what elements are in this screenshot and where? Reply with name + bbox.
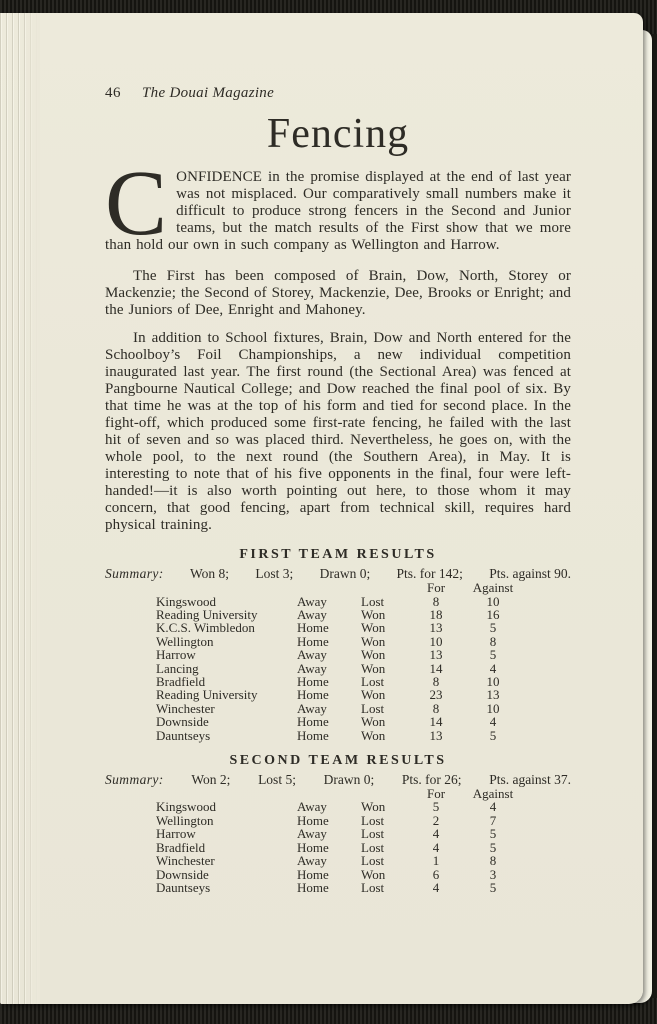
table-header-cell <box>297 787 361 800</box>
table-cell: Lancing <box>156 660 199 676</box>
table-row <box>156 662 525 675</box>
table-header-cell <box>156 787 297 800</box>
table-cell: 16 <box>486 607 500 622</box>
table-cell: 8 <box>489 633 497 649</box>
table-cell: 4 <box>432 826 440 842</box>
table-cell: Won <box>361 647 386 663</box>
paragraph-2: The First has been composed of Brain, Dow, North, Storey or Mackenzie; the Second of Storey, Mackenzie, Dee, Brooks or Enright; and the Juniors of Dee, Enright and Mahoney. <box>105 268 571 319</box>
table-cell: Wellington <box>156 812 214 828</box>
table-row <box>156 881 525 894</box>
table-cell: 10 <box>486 593 500 609</box>
table-cell: 4 <box>432 839 440 855</box>
table-cell: Home <box>297 620 329 636</box>
table-row <box>156 621 525 634</box>
table-cell: Bradfield <box>156 674 206 690</box>
table-cell: 4 <box>489 660 497 676</box>
table-cell: 13 <box>429 620 443 636</box>
table-row <box>156 827 525 840</box>
table-cell: Bradfield <box>156 839 206 855</box>
table-cell: 18 <box>429 607 443 622</box>
table-row <box>156 635 525 648</box>
table-row <box>156 595 525 608</box>
table-row <box>156 868 525 881</box>
second-team-summary <box>105 772 571 787</box>
table-row <box>156 688 525 701</box>
summary-label: Summary: <box>105 772 164 788</box>
table-cell: Home <box>297 687 329 703</box>
table-cell: 8 <box>432 700 440 716</box>
table-row <box>156 841 525 854</box>
table-cell: Won <box>361 620 386 636</box>
magazine-page <box>0 13 643 1004</box>
summary-part: Won 8; <box>190 566 230 582</box>
table-cell: 8 <box>432 593 440 609</box>
table-cell: 4 <box>489 714 497 730</box>
table-cell: 8 <box>489 853 497 869</box>
col-header-for: For <box>426 580 446 596</box>
table-cell: Away <box>297 593 327 609</box>
summary-part: Lost 3; <box>255 566 294 582</box>
table-header-cell <box>297 581 361 594</box>
page-number: 46 <box>105 85 121 101</box>
table-cell: Away <box>297 647 327 663</box>
table-row <box>156 702 525 715</box>
table-cell: Lost <box>361 879 385 895</box>
table-cell: 5 <box>489 647 497 663</box>
table-cell: Dauntseys <box>156 727 211 743</box>
table-cell: 10 <box>429 633 443 649</box>
table-cell: Lost <box>361 812 385 828</box>
table-cell: 1 <box>432 853 440 869</box>
table-row <box>156 814 525 827</box>
table-row <box>156 648 525 661</box>
table-row <box>156 854 525 867</box>
second-team-section <box>105 753 571 894</box>
table-cell: 14 <box>429 714 443 730</box>
table-cell: 4 <box>432 879 440 895</box>
table-header-cell <box>361 581 411 594</box>
table-cell: Lost <box>361 674 385 690</box>
summary-part: Pts. for 142; <box>396 566 463 582</box>
table-cell: 5 <box>489 879 497 895</box>
summary-part: Lost 5; <box>258 772 296 788</box>
table-cell: 7 <box>489 812 497 828</box>
table-row <box>156 729 525 742</box>
table-cell: Reading University <box>156 607 258 622</box>
table-row <box>156 675 525 688</box>
table-cell: Home <box>297 633 329 649</box>
table-header-cell <box>361 787 411 800</box>
second-team-heading: SECOND TEAM RESULTS <box>229 753 447 769</box>
table-cell: 3 <box>489 866 497 882</box>
table-cell: 23 <box>429 687 443 703</box>
table-cell: 5 <box>432 799 440 815</box>
col-header-against: Against <box>472 786 514 802</box>
paragraph-1 <box>105 152 571 256</box>
table-cell: Lost <box>361 853 385 869</box>
table-cell: Kingswood <box>156 799 216 815</box>
table-cell: Home <box>297 812 329 828</box>
table-cell: Home <box>297 714 329 730</box>
summary-part: Drawn 0; <box>319 566 371 582</box>
summary-label: Summary: <box>105 566 164 582</box>
table-cell: 14 <box>429 660 443 676</box>
table-cell: 6 <box>432 866 440 882</box>
page-stack-edges <box>0 13 40 1004</box>
table-cell: Won <box>361 660 386 676</box>
first-team-heading: FIRST TEAM RESULTS <box>239 547 437 563</box>
table-cell: Home <box>297 866 329 882</box>
table-cell: 10 <box>486 674 500 690</box>
table-cell: 5 <box>489 620 497 636</box>
summary-part: Pts. for 26; <box>401 772 462 788</box>
table-cell: Away <box>297 853 327 869</box>
table-cell: 13 <box>429 647 443 663</box>
table-cell: Dauntseys <box>156 879 211 895</box>
table-cell: Away <box>297 826 327 842</box>
first-team-summary <box>105 566 571 581</box>
table-cell: Won <box>361 866 386 882</box>
table-cell: Winchester <box>156 700 215 716</box>
table-row <box>156 800 525 813</box>
article-title: Fencing <box>266 111 410 157</box>
table-cell: Won <box>361 633 386 649</box>
col-header-against: Against <box>472 580 514 596</box>
table-cell: Home <box>297 839 329 855</box>
page-content <box>105 85 571 894</box>
col-header-for: For <box>426 786 446 802</box>
page-header <box>105 85 571 102</box>
table-cell: Lost <box>361 826 385 842</box>
table-row <box>156 715 525 728</box>
table-cell: Won <box>361 714 386 730</box>
table-header-cell <box>156 581 297 594</box>
table-cell: 8 <box>432 674 440 690</box>
table-cell: Downside <box>156 714 209 730</box>
table-cell: 5 <box>489 826 497 842</box>
table-cell: 10 <box>486 700 500 716</box>
drop-cap: C <box>105 152 168 256</box>
table-cell: Harrow <box>156 647 196 663</box>
paragraph-1-text: ONFIDENCE in the promise displayed at the end of last year was not misplaced. Our comparatively small numbers make it difficult to produce strong fencers in the Second and Junior teams, but the match results of the First show that we more than hold our own in such company as Wellington and Harrow. <box>105 169 571 254</box>
table-cell: Home <box>297 674 329 690</box>
paragraph-3: In addition to School fixtures, Brain, Dow and North entered for the Schoolboy’s Foil Championships, a new individual competition inaugurated last year. The first round (the Sectional Area) was fenced at Pangbourne Nautical College; and Dow reached the final pool of six. By that time he was at the top of his form and tied for second place. In the fight-off, which produced some first-rate fencing, he failed with the last hit of seven and so was placed third. Nevertheless, he goes on, with the whole pool, to the next round (the Southern Area), in May. It is interesting to note that of his five opponents in the final, four were left-handed!—it is also worth pointing out here, to those whom it may concern, that good fencing, apart from technical skill, requires hard physical training. <box>105 330 571 534</box>
table-cell: Away <box>297 799 327 815</box>
table-cell: Home <box>297 879 329 895</box>
table-cell: Downside <box>156 866 209 882</box>
table-cell: 2 <box>432 812 440 828</box>
table-cell: Away <box>297 607 327 622</box>
table-cell: Lost <box>361 839 385 855</box>
table-cell: Wellington <box>156 633 214 649</box>
article-body <box>105 152 571 534</box>
summary-part: Pts. against 90. <box>489 566 571 582</box>
table-cell: Won <box>361 727 386 743</box>
table-cell: Away <box>297 660 327 676</box>
table-cell: 4 <box>489 799 497 815</box>
first-team-table <box>156 581 525 742</box>
summary-part: Drawn 0; <box>323 772 375 788</box>
summary-part: Pts. against 37. <box>489 772 571 788</box>
table-cell: 5 <box>489 727 497 743</box>
table-cell: Reading University <box>156 687 258 703</box>
table-cell: Away <box>297 700 327 716</box>
table-row <box>156 608 525 621</box>
table-cell: Won <box>361 799 386 815</box>
table-cell: Lost <box>361 593 385 609</box>
table-cell: 13 <box>486 687 500 703</box>
table-cell: Kingswood <box>156 593 216 609</box>
first-team-section <box>105 547 571 742</box>
magazine-title: The Douai Magazine <box>142 85 275 101</box>
table-cell: Won <box>361 607 386 622</box>
table-cell: Harrow <box>156 826 196 842</box>
table-cell: Lost <box>361 700 385 716</box>
table-cell: 5 <box>489 839 497 855</box>
table-header-row <box>156 787 525 800</box>
table-cell: Winchester <box>156 853 215 869</box>
table-cell: 13 <box>429 727 443 743</box>
table-cell: Home <box>297 727 329 743</box>
second-team-table <box>156 787 525 894</box>
table-cell: Won <box>361 687 386 703</box>
summary-part: Won 2; <box>191 772 231 788</box>
table-cell: K.C.S. Wimbledon <box>156 620 255 636</box>
table-header-row <box>156 581 525 594</box>
